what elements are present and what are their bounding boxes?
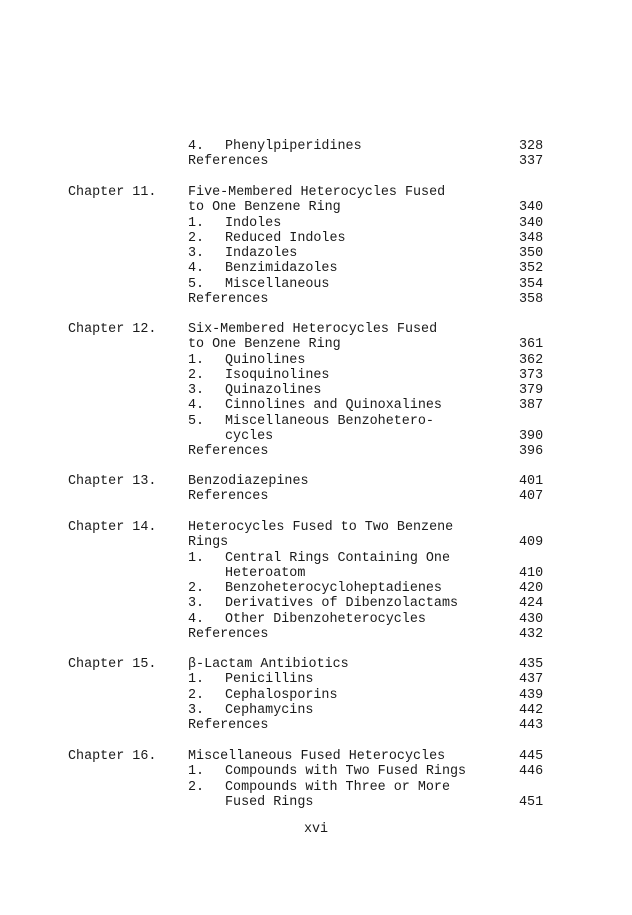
toc-page-number: 328: [519, 139, 544, 154]
toc-item-number: 3.: [188, 596, 205, 612]
toc-page-number: 410: [519, 565, 544, 581]
toc-page-number: 443: [519, 718, 544, 733]
chapter-label: Chapter 11.: [68, 185, 157, 200]
toc-page-number: 442: [519, 702, 544, 718]
toc-page-number: 354: [519, 276, 544, 292]
toc-item-number: 3.: [188, 383, 205, 398]
toc-item-title: Indazoles: [225, 246, 298, 261]
toc-item-title: Isoquinolines: [225, 367, 330, 383]
toc-page-number: 435: [519, 657, 544, 672]
toc-page-number: 445: [519, 749, 544, 764]
toc-item-number: 3.: [188, 702, 205, 718]
toc-page-number: 379: [519, 383, 544, 398]
chapter-title: Heterocycles Fused to Two Benzene: [188, 520, 454, 535]
chapter-title: to One Benzene Ring: [188, 337, 341, 353]
toc-page-number: 446: [519, 764, 544, 780]
chapter-label: Chapter 12.: [68, 322, 157, 337]
chapter-title: Five-Membered Heterocycles Fused: [188, 185, 446, 200]
toc-item-title: Penicillins: [225, 672, 314, 688]
toc-item-number: 2.: [188, 779, 205, 795]
toc-item-title: Miscellaneous: [225, 276, 330, 292]
toc-page-number: 340: [519, 200, 544, 216]
toc-item-number: 1.: [188, 764, 205, 780]
toc-item-number: 2.: [188, 230, 205, 246]
toc-item-title: Cephamycins: [225, 702, 314, 718]
chapter-label: Chapter 13.: [68, 474, 157, 489]
toc-item-title: Benzimidazoles: [225, 261, 338, 277]
toc-page-number: 401: [519, 474, 544, 489]
chapter-title: Six-Membered Heterocycles Fused: [188, 322, 438, 337]
toc-item-number: 2.: [188, 687, 205, 703]
toc-item-title: Quinolines: [225, 352, 306, 368]
toc-item-number: 3.: [188, 246, 205, 261]
toc-page-number: 337: [519, 154, 544, 169]
toc-references: References: [188, 444, 269, 459]
toc-page-number: 430: [519, 611, 544, 627]
toc-item-title: Indoles: [225, 215, 282, 231]
toc-references: References: [188, 154, 269, 169]
toc-item-title: Compounds with Two Fused Rings: [225, 764, 467, 780]
toc-item-number: 4.: [188, 611, 205, 627]
chapter-label: Chapter 15.: [68, 657, 157, 672]
toc-item-number: 1.: [188, 215, 205, 231]
toc-item-number: 1.: [188, 352, 205, 368]
chapter-title: to One Benzene Ring: [188, 200, 341, 216]
toc-references: References: [188, 489, 269, 505]
toc-references: References: [188, 626, 269, 642]
chapter-title: Miscellaneous Fused Heterocycles: [188, 749, 446, 764]
toc-item-number: 1.: [188, 672, 205, 688]
chapter-title: Benzodiazepines: [188, 474, 309, 489]
toc-item-title: Benzoheterocycloheptadienes: [225, 581, 442, 596]
toc-page-number: 340: [519, 215, 544, 231]
toc-page-number: 396: [519, 444, 544, 459]
toc-page-number: 352: [519, 261, 544, 277]
toc-item-title: Other Dibenzoheterocycles: [225, 611, 426, 627]
toc-item-number: 4.: [188, 398, 205, 414]
toc-item-title: Quinazolines: [225, 383, 322, 398]
toc-references: References: [188, 718, 269, 733]
toc-item-title: Central Rings Containing One: [225, 550, 450, 566]
toc-page-number: 348: [519, 230, 544, 246]
toc-item-number: 5.: [188, 276, 205, 292]
toc-page-number: 451: [519, 794, 544, 810]
chapter-label: Chapter 14.: [68, 520, 157, 535]
toc-item-title: cycles: [225, 428, 274, 444]
chapter-title: Rings: [188, 535, 229, 551]
chapter-title: β-Lactam Antibiotics: [188, 657, 349, 672]
toc-references: References: [188, 291, 269, 307]
toc-item-number: 2.: [188, 367, 205, 383]
toc-page-number: 361: [519, 337, 544, 353]
toc-item-number: 4.: [188, 261, 205, 277]
toc-item-title: Derivatives of Dibenzolactams: [225, 596, 459, 612]
toc-page-number: 387: [519, 398, 544, 414]
toc-item-title: Fused Rings: [225, 794, 314, 810]
toc-item-title: Reduced Indoles: [225, 230, 346, 246]
toc-item-title: Compounds with Three or More: [225, 779, 450, 795]
toc-page-number: 407: [519, 489, 544, 505]
toc-page-number: 432: [519, 626, 544, 642]
page-number: xvi: [303, 822, 329, 837]
toc-item-number: 5.: [188, 413, 205, 429]
toc-item-number: 1.: [188, 550, 205, 566]
toc-item-title: Cephalosporins: [225, 687, 338, 703]
toc-item-title: Phenylpiperidines: [225, 139, 362, 154]
toc-page-number: 437: [519, 672, 544, 688]
chapter-label: Chapter 16.: [68, 749, 157, 764]
toc-item-number: 4.: [188, 139, 205, 154]
toc-page-number: 439: [519, 687, 544, 703]
toc-page-number: 350: [519, 246, 544, 261]
toc-item-title: Heteroatom: [225, 565, 306, 581]
toc-page-number: 424: [519, 596, 544, 612]
toc-item-title: Cinnolines and Quinoxalines: [225, 398, 442, 414]
toc-page-number: 358: [519, 291, 544, 307]
toc-page-number: 362: [519, 352, 544, 368]
toc-page-number: 373: [519, 367, 544, 383]
toc-item-number: 2.: [188, 581, 205, 596]
toc-page-number: 409: [519, 535, 544, 551]
toc-page-number: 390: [519, 428, 544, 444]
toc-item-title: Miscellaneous Benzohetero-: [225, 413, 434, 429]
toc-page-number: 420: [519, 581, 544, 596]
